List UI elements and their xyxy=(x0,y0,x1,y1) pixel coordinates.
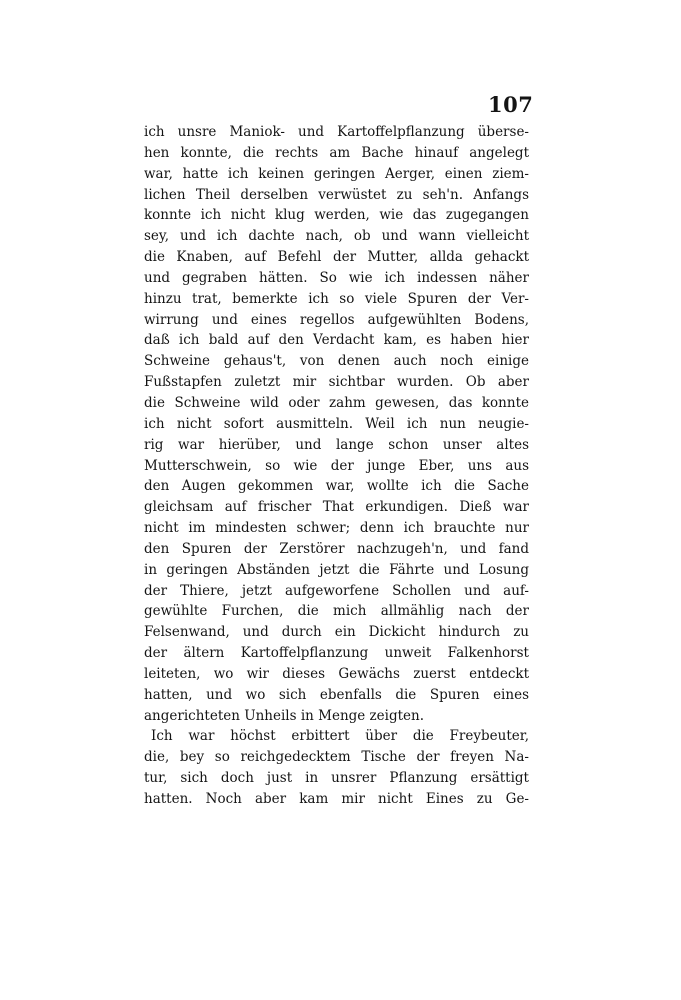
text-line: Felsenwand, und durch ein Dickicht hindurch zu xyxy=(144,624,529,641)
text-line: nicht im mindesten schwer; denn ich brauchte nur xyxy=(144,520,529,537)
text-line: Mutterschwein, so wie der junge Eber, uns aus xyxy=(144,457,529,474)
text-line: gleichsam auf frischer That erkundigen. Dieß war xyxy=(144,499,529,516)
text-line: ich nicht sofort ausmitteln. Weil ich nun neugie- xyxy=(144,415,529,432)
page-number: 107 xyxy=(488,92,534,117)
text-line: die Knaben, auf Befehl der Mutter, allda gehackt xyxy=(144,249,529,266)
text-line: Schweine gehaus't, von denen auch noch einige xyxy=(144,353,529,370)
text-line: konnte ich nicht klug werden, wie das zugegangen xyxy=(144,207,529,224)
text-line: hen konnte, die rechts am Bache hinauf angelegt xyxy=(144,144,529,161)
text-line: hinzu trat, bemerkte ich so viele Spuren der Ver- xyxy=(144,290,529,307)
text-line: sey, und ich dachte nach, ob und wann vielleicht xyxy=(144,228,529,245)
text-line: der ältern Kartoffelpflanzung unweit Falkenhorst xyxy=(144,645,529,662)
text-line: hatten. Noch aber kam mir nicht Eines zu Ge- xyxy=(144,791,529,807)
text-line: und gegraben hätten. So wie ich indessen näher xyxy=(144,269,529,286)
text-line: ich unsre Maniok- und Kartoffelpflanzung überse- xyxy=(144,124,529,140)
text-line: leiteten, wo wir dieses Gewächs zuerst entdeckt xyxy=(144,665,529,682)
text-line: rig war hierüber, und lange schon unser altes xyxy=(144,436,529,453)
text-line: wirrung und eines regellos aufgewühlten Bodens, xyxy=(144,311,529,328)
paragraph-end-line: angerichteten Unheils in Menge zeigten. xyxy=(144,707,425,724)
text-line: lichen Theil derselben verwüstet zu seh'n. Anfangs xyxy=(144,186,529,203)
text-line: hatten, und wo sich ebenfalls die Spuren eines xyxy=(144,686,529,703)
body-text xyxy=(144,122,529,810)
text-line: tur, sich doch just in unsrer Pflanzung ersättigt xyxy=(144,770,529,787)
text-line: gewühlte Furchen, die mich allmählig nach der xyxy=(144,603,529,620)
text-line: in geringen Abständen jetzt die Fährte und Losung xyxy=(144,561,529,578)
text-line: war, hatte ich keinen geringen Aerger, einen ziem- xyxy=(144,165,529,182)
text-line: der Thiere, jetzt aufgeworfene Schollen und auf- xyxy=(144,582,529,599)
text-line: die, bey so reichgedecktem Tische der freyen Na- xyxy=(144,749,529,766)
text-line: Fußstapfen zuletzt mir sichtbar wurden. Ob aber xyxy=(144,374,529,391)
text-line: den Augen gekommen war, wollte ich die Sache xyxy=(144,478,529,495)
text-line: den Spuren der Zerstörer nachzugeh'n, und fand xyxy=(144,540,529,557)
paragraph-start-line: Ich war höchst erbittert über die Freybeuter, xyxy=(151,728,529,745)
text-line: die Schweine wild oder zahm gewesen, das konnte xyxy=(144,394,529,411)
text-line: daß ich bald auf den Verdacht kam, es haben hier xyxy=(144,332,529,349)
